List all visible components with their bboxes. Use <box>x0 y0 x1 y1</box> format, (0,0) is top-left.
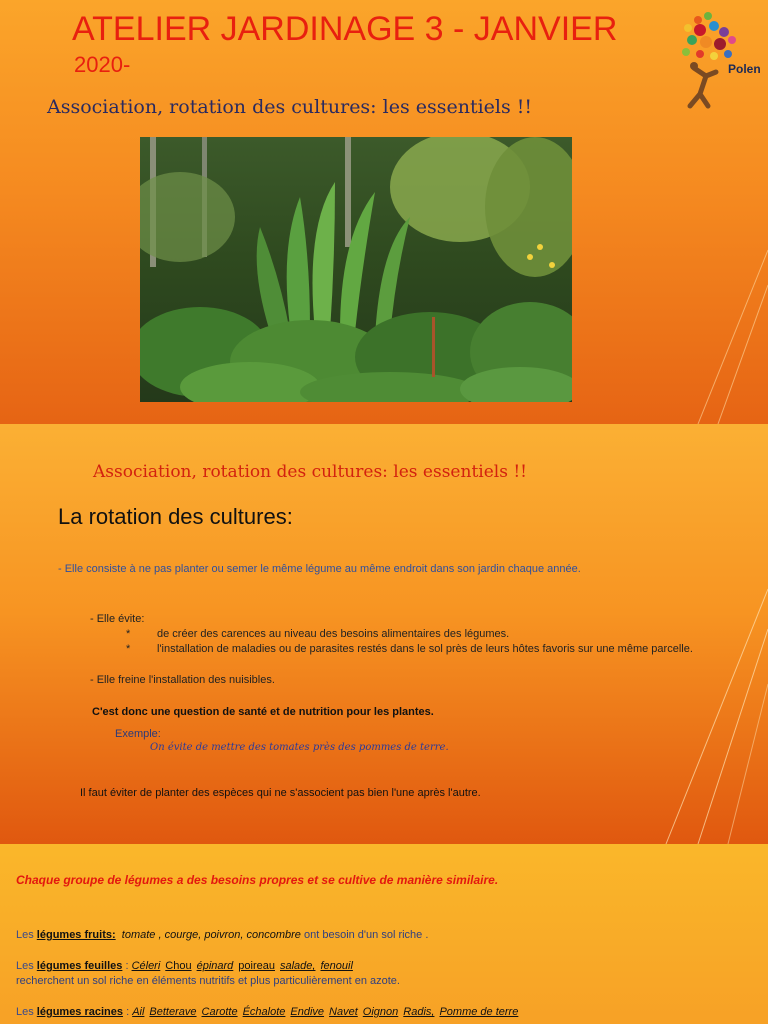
paragraph: - Elle consiste à ne pas planter ou semer le même légume au même endroit dans son jardin chaque année. <box>58 563 581 575</box>
decorative-lines <box>658 424 768 844</box>
example-text: On évite de mettre des tomates près des pommes de terre. <box>150 742 449 753</box>
slide-title: Association, rotation des cultures: les essentiels !! <box>93 462 527 482</box>
bullet-text: l'installation de maladies ou de parasites restés dans le sol près de leurs hôtes favoris sur une même parcelle. <box>157 643 693 655</box>
vegetable-row-racines <box>16 1006 523 1018</box>
section-heading: La rotation des cultures: <box>58 504 293 529</box>
paragraph: - Elle évite: <box>90 613 145 625</box>
category-label: légumes racines <box>36 1006 124 1018</box>
vegetable-item: salade, <box>280 960 316 972</box>
row-lead: Les <box>16 1006 37 1018</box>
slide-title-year: 2020- <box>74 52 131 77</box>
emphasis-paragraph: C'est donc une question de santé et de nutrition pour les plantes. <box>92 706 434 718</box>
vegetable-row-feuilles-desc <box>16 975 400 987</box>
vegetable-row-feuilles <box>16 960 358 972</box>
vegetable-item: Carotte <box>201 1006 238 1018</box>
vegetable-item: Échalote <box>242 1006 286 1018</box>
paragraph: Il faut éviter de planter des espèces qui ne s'associent pas bien l'une après l'autre. <box>80 787 481 799</box>
row-lead: Les <box>16 960 37 972</box>
slide-3 <box>0 844 768 1024</box>
vegetable-item: épinard <box>196 960 234 972</box>
slide-subtitle: Association, rotation des cultures: les essentiels !! <box>47 96 533 118</box>
vegetable-item: Navet <box>329 1006 358 1018</box>
vegetable-item: Chou <box>165 960 192 972</box>
separator: : <box>123 1006 133 1018</box>
vegetable-item: Radis, <box>403 1006 435 1018</box>
slide-title: ATELIER JARDINAGE 3 - JANVIER <box>72 10 618 48</box>
vegetable-item: Betterave <box>149 1006 197 1018</box>
decorative-lines <box>658 0 768 424</box>
category-label: légumes fruits: <box>36 929 116 941</box>
separator: : <box>122 960 132 972</box>
garden-photo <box>140 137 572 402</box>
vegetable-item: Ail <box>132 1006 145 1018</box>
bullet-marker: * <box>126 628 131 640</box>
slide-1 <box>0 0 768 424</box>
vegetable-item: Céleri <box>131 960 161 972</box>
vegetable-item: Endive <box>290 1006 325 1018</box>
row-rest: recherchent un sol riche en éléments nutritifs et plus particulièrement en azote. <box>16 975 400 987</box>
slide-title: Chaque groupe de légumes a des besoins propres et se cultive de manière similaire. <box>16 873 499 887</box>
vegetable-item: Oignon <box>362 1006 399 1018</box>
vegetable-item: fenouil <box>320 960 353 972</box>
paragraph: - Elle freine l'installation des nuisibles. <box>90 674 275 686</box>
bullet-marker: * <box>126 643 131 655</box>
vegetable-list: tomate , courge, poivron, concombre <box>121 929 301 941</box>
logo-text: Polen <box>728 62 761 76</box>
vegetable-item: Pomme de terre <box>439 1006 519 1018</box>
slide-2 <box>0 424 768 844</box>
vegetable-row-fruits <box>16 929 428 941</box>
vegetable-item: poireau <box>238 960 275 972</box>
category-label: légumes feuilles <box>36 960 123 972</box>
row-rest: ont besoin d'un sol riche . <box>300 929 429 941</box>
bullet-text: de créer des carences au niveau des besoins alimentaires des légumes. <box>157 628 510 640</box>
row-lead: Les <box>16 929 37 941</box>
example-label: Exemple: <box>115 728 161 740</box>
